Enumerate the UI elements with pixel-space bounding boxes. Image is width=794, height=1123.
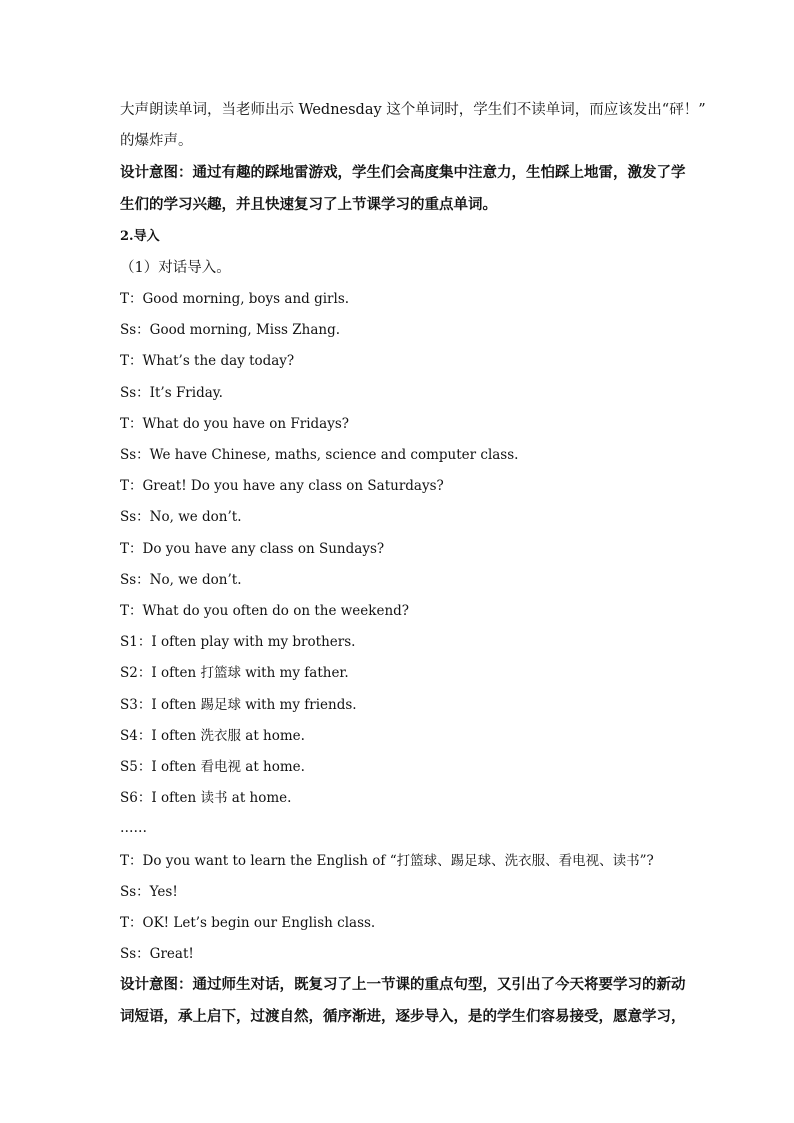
dialogue-line: T：OK! Let’s begin our English class. (120, 915, 376, 931)
dialogue-line: Ss：Yes! (120, 884, 178, 900)
intro-line-1: 大声朗读单词，当老师出示 Wednesday 这个单词时，学生们不读单词，而应该发出“砰！” (120, 102, 706, 118)
design-intent-1-line-1: 设计意图：通过有趣的踩地雷游戏，学生们会高度集中注意力，生怕踩上地雷，激发了学 (120, 164, 686, 181)
section-heading: 2.导入 (120, 229, 160, 244)
dialogue-line: S2：I often 打篮球 with my father. (120, 665, 349, 681)
dialogue-line: S6：I often 读书 at home. (120, 790, 292, 806)
dialogue-line: Ss：Good morning, Miss Zhang. (120, 322, 341, 338)
dialogue-line: T：What do you often do on the weekend? (120, 603, 410, 619)
dialogue-line: T：Do you want to learn the English of “打篮球、踢足球、洗衣服、看电视、读书”? (120, 853, 654, 869)
dialogue-line: Ss：It’s Friday. (120, 385, 223, 401)
dialogue-line: S5：I often 看电视 at home. (120, 759, 305, 775)
dialogue-line: S1：I often play with my brothers. (120, 634, 356, 650)
intro-line-2: 的爆炸声。 (120, 133, 193, 149)
dialogue-ellipsis: …… (120, 820, 147, 836)
dialogue-line: Ss：Great! (120, 946, 194, 962)
dialogue-line: S4：I often 洗衣服 at home. (120, 728, 305, 744)
design-intent-1-line-2: 生们的学习兴趣，并且快速复习了上节课学习的重点单词。 (120, 196, 497, 213)
subsection-heading: （1）对话导入。 (120, 260, 231, 276)
dialogue-line: T：What’s the day today? (120, 353, 295, 369)
dialogue-line: S3：I often 踢足球 with my friends. (120, 697, 357, 713)
dialogue-line: T：What do you have on Fridays? (120, 416, 350, 432)
dialogue-line: Ss：No, we don’t. (120, 572, 242, 588)
design-intent-2-line-2: 词短语，承上启下，过渡自然，循序渐进，逐步导入，是的学生们容易接受，愿意学习， (120, 1008, 686, 1025)
dialogue-line: T：Good morning, boys and girls. (120, 291, 350, 307)
dialogue-line: T：Great! Do you have any class on Saturdays? (120, 478, 444, 494)
dialogue-line: Ss：We have Chinese, maths, science and computer class. (120, 447, 519, 463)
dialogue-line: Ss：No, we don’t. (120, 509, 242, 525)
dialogue-line: T：Do you have any class on Sundays? (120, 541, 385, 557)
design-intent-2-line-1: 设计意图：通过师生对话，既复习了上一节课的重点句型，又引出了今天将要学习的新动 (120, 976, 686, 993)
